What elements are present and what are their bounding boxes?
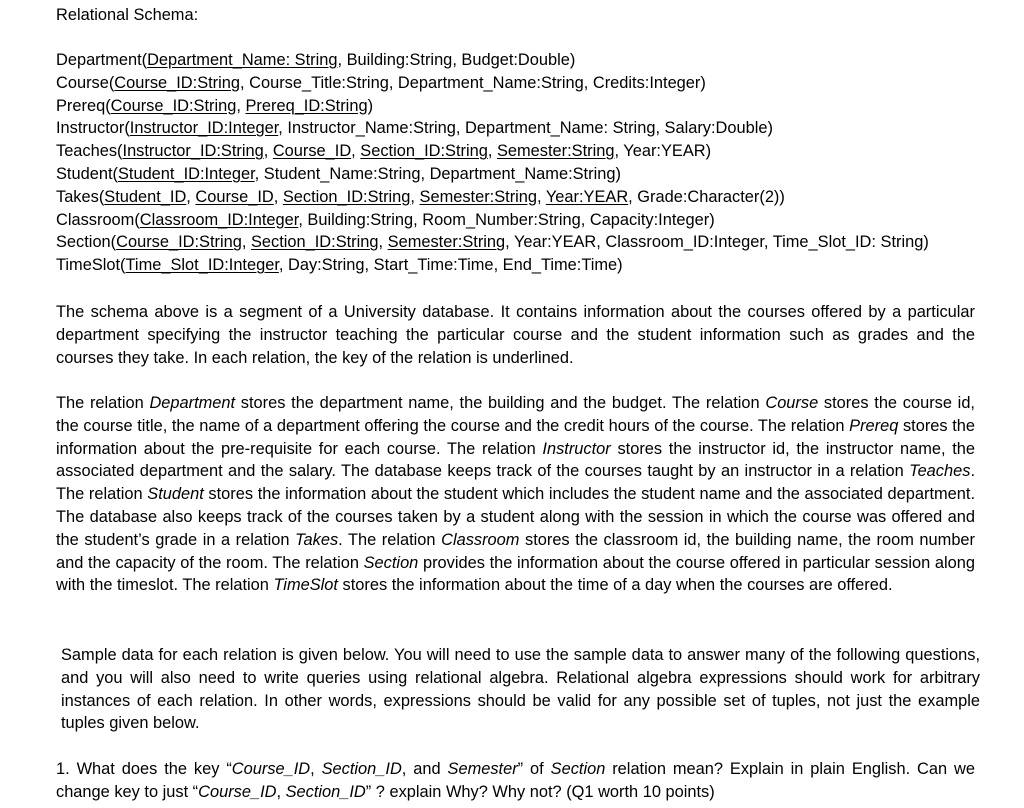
attribute: Start_Time:Time: [373, 256, 494, 275]
key-attribute: Semester:String: [387, 233, 506, 252]
key-attribute: Classroom_ID:Integer: [139, 210, 299, 229]
relations-paragraph: The relation Department stores the department name, the building and the budget. The relation Course stores the course id, the course title, the name of a department offering the course and the credit hours of the course. The relation Prereq stores the information about the pre-requisite for each course. The relation Instructor stores the instructor id, the instructor name, the associated department and the salary. The database keeps track of the courses taught by an instructor in a relation Teaches. The relation Student stores the information about the student which includes the student name and the associated department. The database also keeps track of the courses taken by a student along with the session in which the course was offered and the student’s grade in a relation Takes. The relation Classroom stores the classroom id, the building name, the room number and the capacity of the room. The relation Section provides the information about the course offered in particular session along with the timeslot. The relation TimeSlot stores the information about the time of a day when the courses are offered.: [56, 394, 976, 595]
schema-heading: Relational Schema:: [56, 6, 199, 24]
attribute: Building:String: [307, 210, 414, 229]
italic-term: Section: [363, 553, 419, 572]
relation-name: Instructor(: [56, 119, 130, 138]
intro-paragraph: The schema above is a segment of a University database. It contains information about the courses offered by a particular department specifying the instructor teaching the particular course and the student information such as grades and the courses they take. In each relation, the key of the relation is underlined.: [56, 303, 975, 367]
italic-term: Instructor: [542, 439, 611, 458]
attribute: Department_Name: String: [465, 119, 656, 138]
italic-term: Course_ID: [198, 782, 277, 801]
italic-term: Student: [147, 485, 204, 504]
schema-relation-timeslot: TimeSlot(Time_Slot_ID:Integer, Day:String, Start_Time:Time, End_Time:Time): [56, 256, 623, 275]
schema-relation-section: Section(Course_ID:String, Section_ID:String, Semester:String, Year:YEAR, Classroom_ID:Integer, Time_Slot_ID: String): [56, 233, 929, 252]
attribute: Student_Name:String: [263, 164, 421, 183]
attribute: Credits:Integer: [592, 73, 701, 92]
key-attribute: Course_ID:String: [110, 96, 237, 115]
italic-term: TimeSlot: [273, 576, 338, 595]
italic-term: Section: [550, 760, 606, 778]
key-attribute: Prereq_ID:String: [245, 96, 368, 115]
key-attribute: Course_ID:String: [114, 73, 241, 92]
italic-term: Department: [149, 394, 236, 412]
key-attribute: Student_ID: [104, 187, 187, 206]
italic-term: Teaches: [909, 462, 971, 481]
italic-term: Course: [765, 394, 819, 412]
key-attribute: Semester:String: [496, 142, 615, 161]
relation-name: TimeSlot(: [56, 256, 126, 275]
attribute: Classroom_ID:Integer: [605, 233, 764, 252]
attribute: Year:YEAR: [513, 233, 597, 252]
key-attribute: Student_ID:Integer: [117, 164, 255, 183]
italic-term: Prereq: [849, 416, 899, 435]
attribute: Instructor_Name:String: [287, 119, 456, 138]
schema-relation-takes: Takes(Student_ID, Course_ID, Section_ID:String, Semester:String, Year:YEAR, Grade:Character(2)): [56, 187, 785, 206]
attribute: End_Time:Time: [502, 256, 618, 275]
schema-relation-classroom: Classroom(Classroom_ID:Integer, Building:String, Room_Number:String, Capacity:Integer): [56, 210, 715, 229]
attribute: Department_Name:String: [397, 73, 584, 92]
sample-data-paragraph: Sample data for each relation is given below. You will need to use the sample data to answer many of the following questions, and you will also need to write queries using relational algebra. Relational algebra expressions should work for arbitrary instances of each relation. In other words, expressions should be valid for any possible set of tuples, not just the example tuples given below.: [61, 646, 980, 733]
attribute: Building:String: [346, 51, 453, 69]
key-attribute: Semester:String: [419, 187, 538, 206]
relation-name: Section(: [56, 233, 117, 252]
key-attribute: Section_ID:String: [360, 142, 488, 161]
question-1: 1. What does the key “Course_ID, Section_ID, and Semester” of Section relation mean? Explain in plain English. Can we change key to just “Course_ID, Section_ID” ? explain Why? Why not? (Q1 worth 10 points): [56, 760, 975, 801]
schema-list: [56, 49, 929, 277]
key-attribute: Course_ID: [195, 187, 274, 206]
italic-term: Section_ID: [321, 760, 402, 778]
italic-term: Takes: [295, 530, 339, 549]
relation-name: Student(: [56, 164, 118, 183]
key-attribute: Course_ID:String: [116, 233, 242, 252]
attribute: Day:String: [288, 256, 365, 275]
italic-term: Semester: [447, 760, 518, 778]
italic-term: Section_ID: [285, 782, 366, 801]
relation-name: Classroom(: [56, 210, 140, 229]
relation-name: Department(: [56, 51, 148, 69]
schema-relation-department: Department(Department_Name: String, Building:String, Budget:Double): [56, 51, 576, 69]
relation-name: Course(: [56, 73, 115, 92]
key-attribute: Instructor_ID:Integer: [129, 119, 279, 138]
italic-term: Classroom: [441, 530, 520, 549]
relation-name: Teaches(: [56, 142, 123, 161]
attribute: Course_Title:String: [249, 73, 389, 92]
attribute: Grade:Character(2): [637, 187, 780, 206]
schema-relation-instructor: Instructor(Instructor_ID:Integer, Instructor_Name:String, Department_Name: String, Salary:Double): [56, 119, 773, 138]
italic-term: Course_ID: [231, 760, 311, 778]
attribute: Budget:Double: [461, 51, 570, 69]
attribute: Time_Slot_ID: String: [772, 233, 924, 252]
schema-relation-teaches: Teaches(Instructor_ID:String, Course_ID, Section_ID:String, Semester:String, Year:YEAR): [56, 142, 712, 161]
attribute: Capacity:Integer: [589, 210, 710, 229]
attribute: Department_Name:String: [429, 164, 616, 183]
relation-name: Prereq(: [56, 96, 111, 115]
key-attribute: Time_Slot_ID:Integer: [125, 256, 279, 275]
schema-relation-course: Course(Course_ID:String, Course_Title:String, Department_Name:String, Credits:Integer): [56, 73, 706, 92]
key-attribute: Department_Name: String: [147, 51, 338, 69]
attribute: Salary:Double: [664, 119, 768, 138]
relation-name: Takes(: [56, 187, 105, 206]
key-attribute: Instructor_ID:String: [122, 142, 264, 161]
schema-relation-prereq: Prereq(Course_ID:String, Prereq_ID:String): [56, 96, 374, 115]
key-attribute: Course_ID: [272, 142, 352, 161]
key-attribute: Section_ID:String: [282, 187, 411, 206]
attribute: Room_Number:String: [422, 210, 581, 229]
key-attribute: Year:YEAR: [545, 187, 629, 206]
schema-relation-student: Student(Student_ID:Integer, Student_Name:String, Department_Name:String): [56, 164, 621, 183]
key-attribute: Section_ID:String: [250, 233, 379, 252]
attribute: Year:YEAR: [623, 142, 706, 161]
